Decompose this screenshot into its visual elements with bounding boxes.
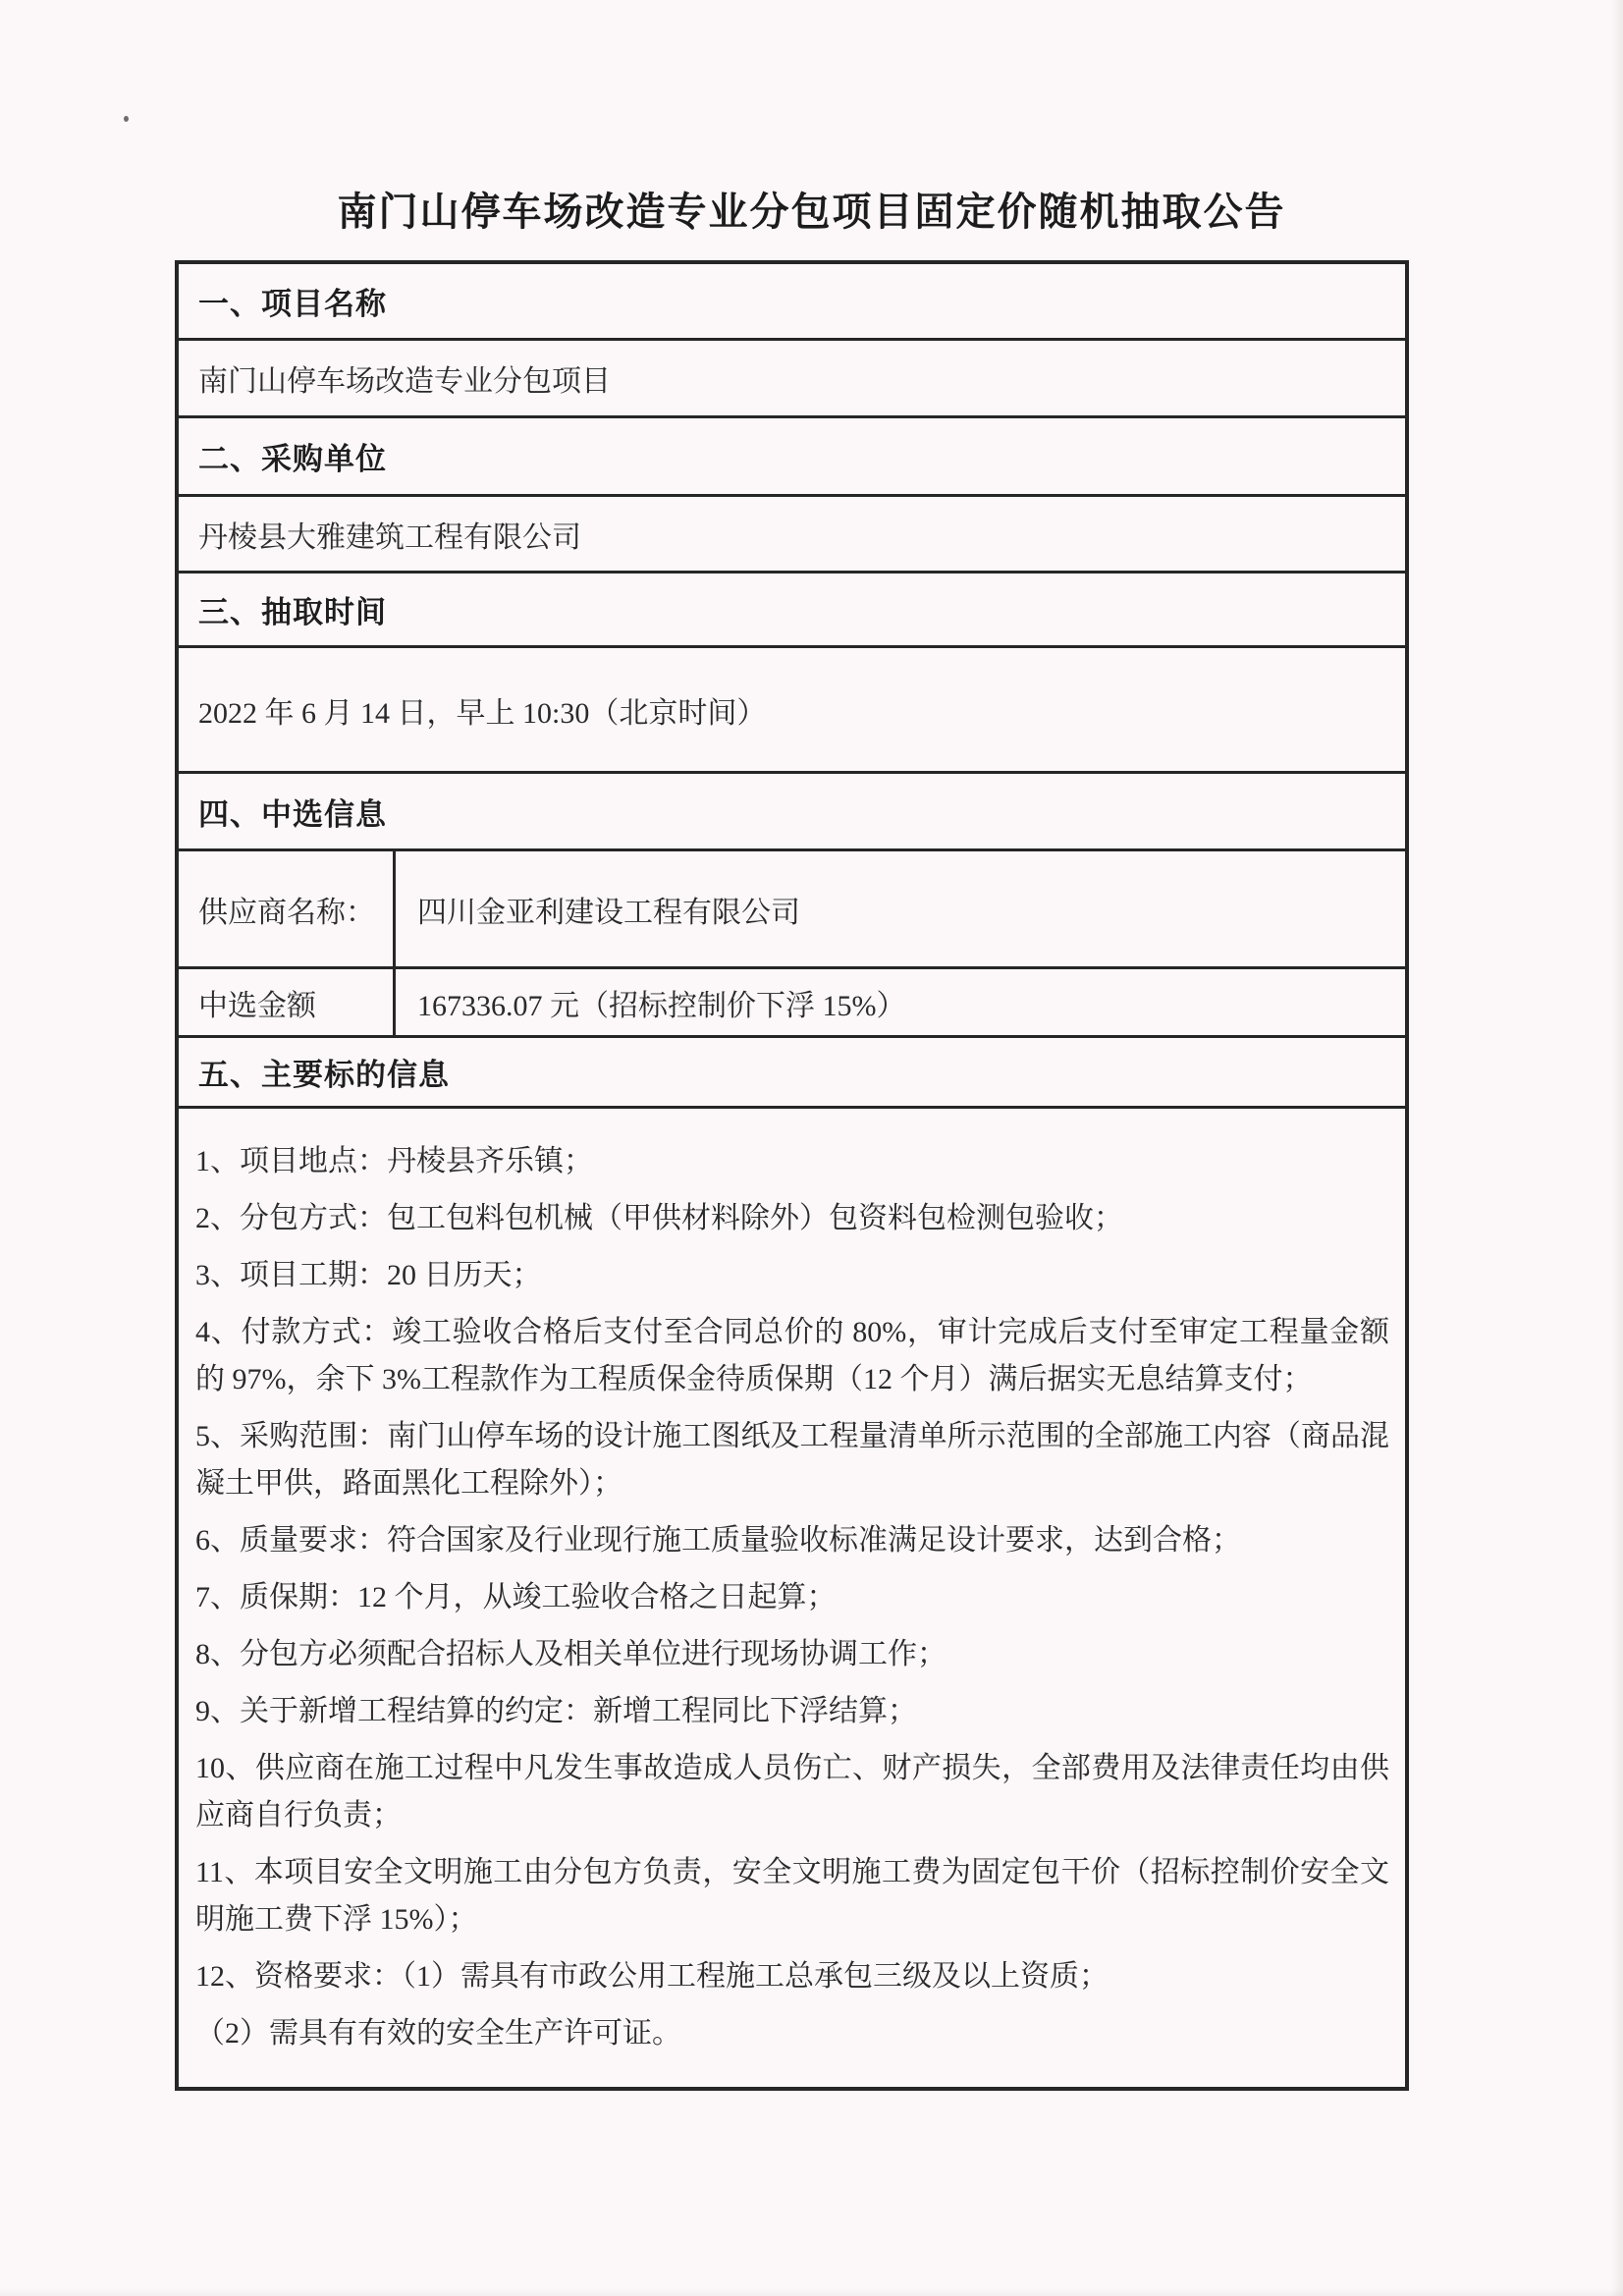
list-item-9: 9、关于新增工程结算的约定：新增工程同比下浮结算； xyxy=(195,1695,917,1727)
draw-time: 2022 年 6 月 14 日，早上 10:30（北京时间） xyxy=(198,696,767,730)
supplier-row xyxy=(179,851,1405,969)
amount-value: 167336.07 元（招标控制价下浮 15%） xyxy=(417,989,906,1022)
supplier-name: 四川金亚利建设工程有限公司 xyxy=(417,896,800,929)
draw-time-row xyxy=(179,648,1405,774)
list-item-10: 10、供应商在施工过程中凡发生事故造成人员伤亡、财产损失，全部费用及法律责任均由供应商自行负责； xyxy=(195,1752,1389,1831)
section-5-heading-row xyxy=(179,1038,1405,1109)
supplier-value-cell xyxy=(396,851,1405,966)
section-1-heading-row xyxy=(179,264,1405,341)
amount-label-cell xyxy=(179,969,396,1035)
section-3-heading: 三、抽取时间 xyxy=(198,595,387,629)
list-item-12-sub-2: （2）需具有有效的安全生产许可证。 xyxy=(195,2017,681,2050)
list-item-3: 3、项目工期：20 日历天； xyxy=(195,1259,542,1291)
supplier-label: 供应商名称： xyxy=(198,896,375,929)
section-2-heading-row xyxy=(179,418,1405,497)
amount-value-cell xyxy=(396,969,1405,1035)
scan-edge-shade-bottom xyxy=(0,2288,1623,2296)
document-title: 南门山停车场改造专业分包项目固定价随机抽取公告 xyxy=(337,190,1286,234)
section-1-heading: 一、项目名称 xyxy=(198,287,387,321)
section-5-heading: 五、主要标的信息 xyxy=(198,1058,450,1092)
list-item-1: 1、项目地点：丹棱县齐乐镇； xyxy=(195,1145,593,1177)
scan-artifact-dot xyxy=(124,116,129,122)
list-item-2: 2、分包方式：包工包料包机械（甲供材料除外）包资料包检测包验收； xyxy=(195,1202,1123,1234)
list-item-4: 4、付款方式：竣工验收合格后支付至合同总价的 80%，审计完成后支付至审定工程量金额的 97%，余下 3%工程款作为工程质保金待质保期（12 个月）满后据实无息结算支付； xyxy=(195,1316,1389,1395)
section-4-heading: 四、中选信息 xyxy=(198,796,387,832)
notice-table xyxy=(175,260,1409,2091)
section-4-heading-row xyxy=(179,774,1405,851)
list-item-8: 8、分包方必须配合招标人及相关单位进行现场协调工作； xyxy=(195,1638,947,1670)
scan-edge-shade-right xyxy=(1611,0,1623,2296)
project-name: 南门山停车场改造专业分包项目 xyxy=(198,365,611,398)
purchaser-name: 丹棱县大雅建筑工程有限公司 xyxy=(198,520,581,554)
list-item-6: 6、质量要求：符合国家及行业现行施工质量验收标准满足设计要求，达到合格； xyxy=(195,1524,1241,1557)
purchaser-row xyxy=(179,497,1405,574)
bid-details-row xyxy=(179,1109,1405,2087)
list-item-7: 7、质保期：12 个月，从竣工验收合格之日起算； xyxy=(195,1581,837,1613)
amount-row xyxy=(179,969,1405,1038)
list-item-5: 5、采购范围：南门山停车场的设计施工图纸及工程量清单所示范围的全部施工内容（商品混凝土甲供，路面黑化工程除外）； xyxy=(195,1420,1389,1500)
section-2-heading: 二、采购单位 xyxy=(198,442,387,476)
section-3-heading-row xyxy=(179,574,1405,648)
project-name-row xyxy=(179,341,1405,418)
list-item-12: 12、资格要求：（1）需具有市政公用工程施工总承包三级及以上资质； xyxy=(195,1960,1109,1993)
list-item-11: 11、本项目安全文明施工由分包方负责，安全文明施工费为固定包干价（招标控制价安全文明施工费下浮 15%）； xyxy=(195,1856,1389,1936)
supplier-label-cell xyxy=(179,851,396,966)
amount-label: 中选金额 xyxy=(198,989,316,1022)
